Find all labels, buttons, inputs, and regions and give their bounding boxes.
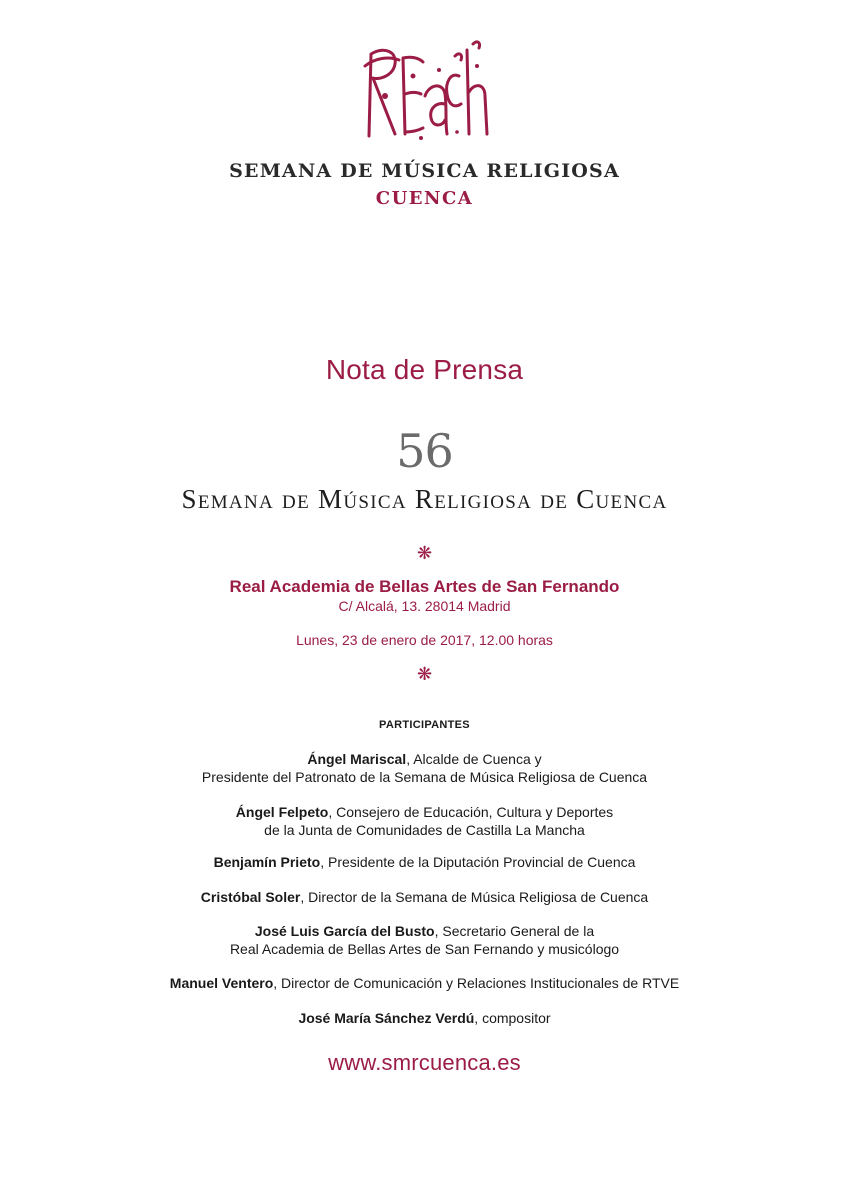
organization-name: SEMANA DE MÚSICA RELIGIOSA <box>229 160 620 182</box>
asterisk-ornament-icon: ❋ <box>416 543 433 564</box>
edition-number: 56 <box>396 424 453 478</box>
participants-heading: PARTICIPANTES <box>379 719 470 731</box>
asterisk-ornament-icon: ❋ <box>416 664 433 685</box>
event-datetime: Lunes, 23 de enero de 2017, 12.00 horas <box>296 632 553 648</box>
participant-role: , Director de Comunicación y Relaciones Institucionales de RTVE <box>273 975 680 991</box>
participant-item <box>0 1009 849 1027</box>
participant-name: José Luis García del Busto <box>254 923 435 939</box>
participant-item <box>0 853 849 871</box>
participant-name: Ángel Felpeto <box>235 804 329 820</box>
document-type-title: Nota de Prensa <box>325 354 524 385</box>
event-title: Semana de Música Religiosa de Cuenca <box>181 484 668 514</box>
participant-role: , Secretario General de la <box>434 923 595 939</box>
participant-role: , Director de la Semana de Música Religiosa de Cuenca <box>300 889 649 905</box>
participant-item <box>0 922 849 958</box>
participant-item <box>0 803 849 839</box>
smr-calligraphic-logo-icon <box>355 36 495 144</box>
website-link[interactable]: www.smrcuenca.es <box>328 1050 521 1075</box>
participant-role: , compositor <box>474 1010 551 1026</box>
participant-name: José María Sánchez Verdú <box>298 1010 475 1026</box>
participant-name: Benjamín Prieto <box>213 854 321 870</box>
participant-role: , Alcalde de Cuenca y <box>406 751 542 767</box>
participant-role-continued: Presidente del Patronato de la Semana de Música Religiosa de Cuenca <box>201 769 648 785</box>
venue-name: Real Academia de Bellas Artes de San Fernando <box>229 577 620 596</box>
participant-role-continued: de la Junta de Comunidades de Castilla La Mancha <box>264 822 585 838</box>
participant-name: Manuel Ventero <box>169 975 274 991</box>
participant-item <box>0 888 849 906</box>
participant-item <box>0 750 849 786</box>
participant-role: , Presidente de la Diputación Provincial de Cuenca <box>320 854 636 870</box>
participant-name: Ángel Mariscal <box>307 751 407 767</box>
participant-item <box>0 974 849 992</box>
participant-role-continued: Real Academia de Bellas Artes de San Fernando y musicólogo <box>229 941 620 957</box>
venue-address: C/ Alcalá, 13. 28014 Madrid <box>338 598 511 614</box>
participant-role: , Consejero de Educación, Cultura y Deportes <box>328 804 614 820</box>
organization-city: CUENCA <box>375 188 474 209</box>
participant-name: Cristóbal Soler <box>200 889 301 905</box>
